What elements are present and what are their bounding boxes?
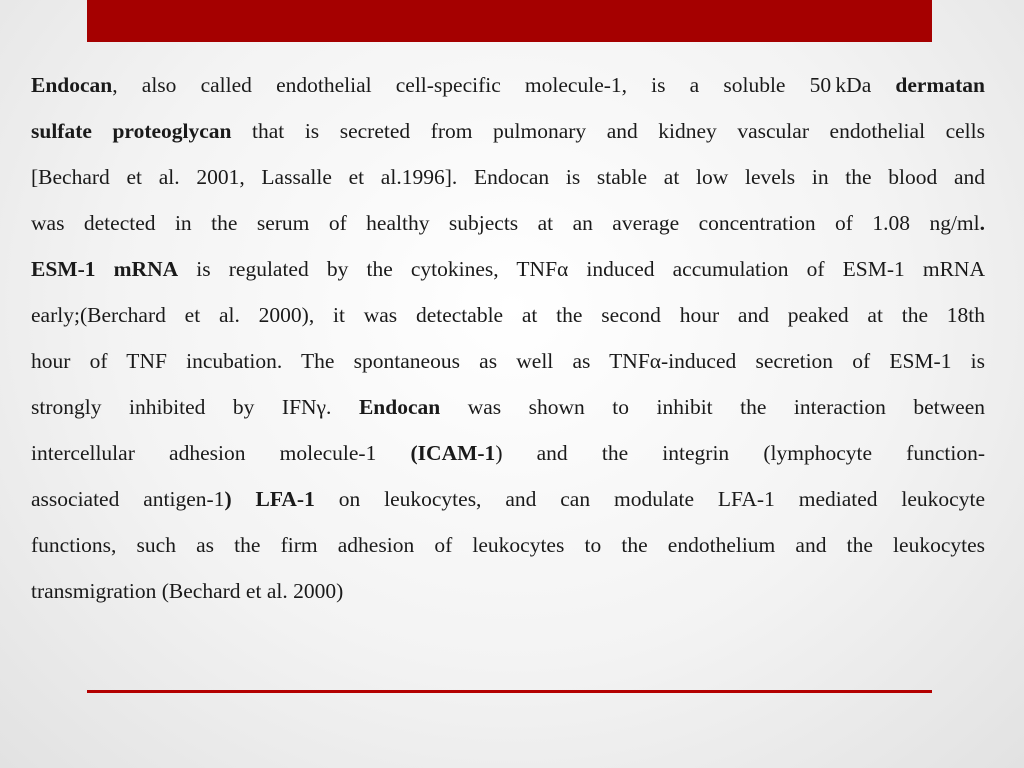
text-run: hour of TNF incubation. The spontaneous as well as TNFα-induced secretion of ESM-1 is — [31, 349, 985, 373]
bold-term: Endocan — [31, 73, 113, 97]
text-run: ) and the integrin (lymphocyte function- — [495, 441, 985, 465]
text-run: intercellular adhesion molecule-1 — [31, 441, 411, 465]
paragraph-line — [31, 200, 985, 246]
bold-term: ESM-1 mRNA — [31, 257, 179, 281]
body-paragraph — [31, 62, 985, 614]
bottom-divider — [87, 690, 932, 693]
text-run: on leukocytes, and can modulate LFA-1 mediated leukocyte — [314, 487, 985, 511]
text-run: [Bechard et al. 2001, Lassalle et al.1996]. Endocan is stable at low levels in the blood and — [31, 165, 985, 189]
paragraph-line — [31, 522, 985, 568]
text-run: associated antigen-1 — [31, 487, 225, 511]
bold-term: ) LFA-1 — [224, 487, 315, 511]
paragraph-line — [31, 108, 985, 154]
text-run: transmigration (Bechard et al. 2000) — [31, 579, 344, 603]
text-run: that is secreted from pulmonary and kidney vascular endothelial cells — [231, 119, 985, 143]
bold-term: . — [979, 211, 985, 235]
bold-term: Endocan — [358, 395, 441, 419]
paragraph-line — [31, 568, 985, 614]
bold-term: dermatan — [895, 73, 985, 97]
paragraph-line — [31, 62, 985, 108]
paragraph-line — [31, 246, 985, 292]
text-run: early;(Berchard et al. 2000), it was detectable at the second hour and peaked at the 18th — [31, 303, 985, 327]
paragraph-line — [31, 384, 985, 430]
paragraph-line — [31, 154, 985, 200]
text-run: was detected in the serum of healthy subjects at an average concentration of 1.08 ng/ml — [31, 211, 980, 235]
text-run: was shown to inhibit the interaction between — [440, 395, 985, 419]
paragraph-line — [31, 476, 985, 522]
text-run: strongly inhibited by IFNγ. — [31, 395, 359, 419]
bold-term: sulfate proteoglycan — [31, 119, 232, 143]
paragraph-line — [31, 430, 985, 476]
top-accent-bar — [87, 0, 932, 42]
text-run: , also called endothelial cell-specific molecule-1, is a soluble 50 kDa — [112, 73, 896, 97]
text-run: is regulated by the cytokines, TNFα induced accumulation of ESM-1 mRNA — [178, 257, 985, 281]
bold-term: (ICAM-1 — [410, 441, 496, 465]
paragraph-line — [31, 338, 985, 384]
paragraph-line — [31, 292, 985, 338]
text-run: functions, such as the firm adhesion of leukocytes to the endothelium and the leukocytes — [31, 533, 985, 557]
